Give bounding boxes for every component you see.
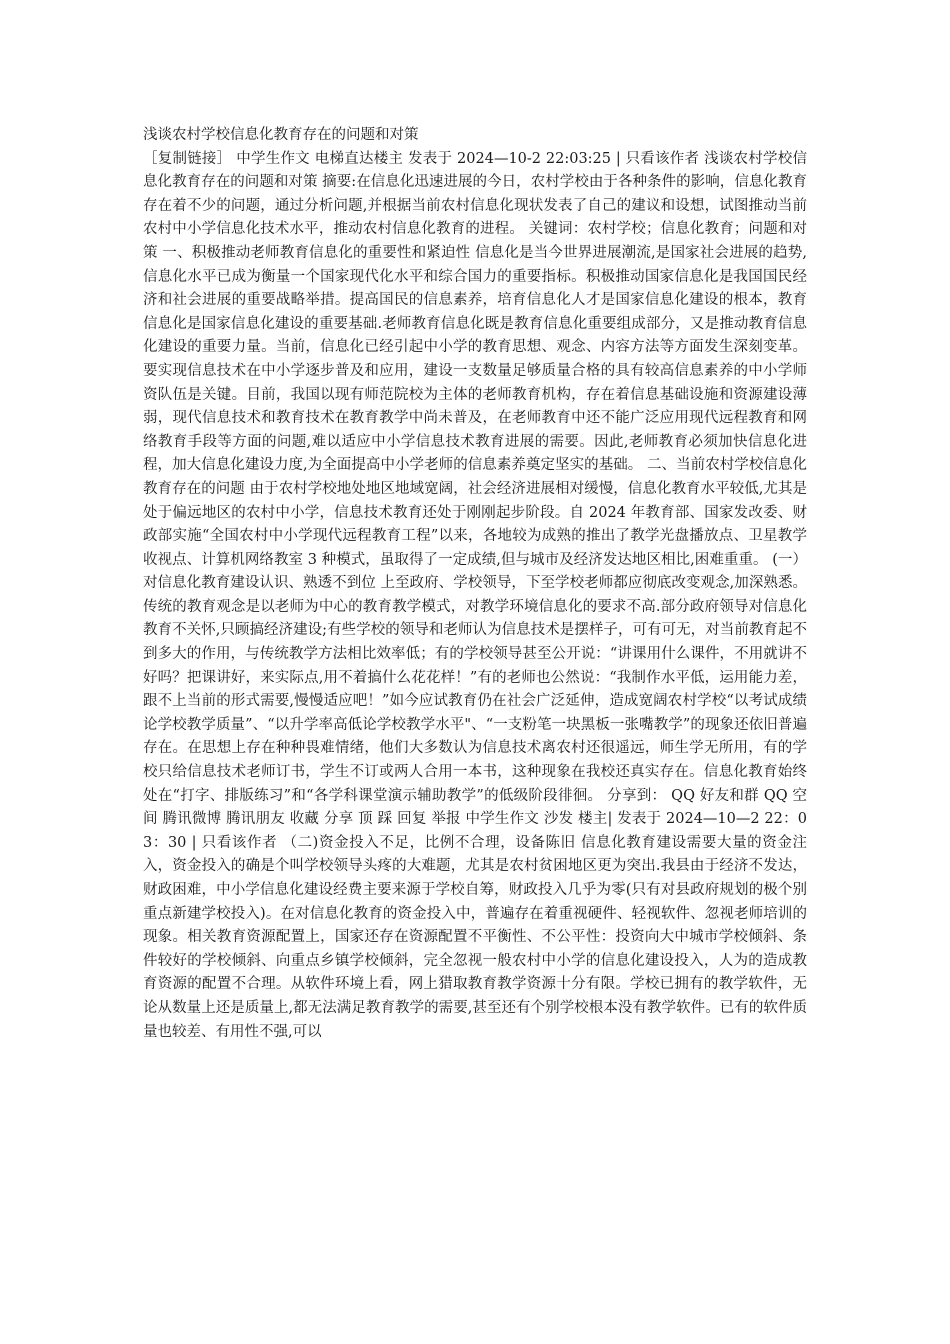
document-title: 浅谈农村学校信息化教育存在的问题和对策 bbox=[143, 127, 419, 143]
document-content bbox=[143, 124, 807, 1044]
document-body: ［复制链接］ 中学生作文 电梯直达楼主 发表于 2024—10-2 22:03:25 | 只看该作者 浅谈农村学校信息化教育存在的问题和对策 摘要:在信息化迅速进展的今日，农村学校由于各种条件的影响，信息化教育存在着不少的问题，通过分析问题,并根据当前农村信息化现状发表了自己的建议和设想，试图推动当前农村中小学信息化技术水平，推动农村信息化教育的进程。 关键词：农村学校；信息化教育；问题和对策 一、积极推动老师教育信息化的重要性和紧迫性 信息化是当今世界进展潮流,是国家社会进展的趋势,信息化水平已成为衡量一个国家现代化水平和综合国力的重要指标。积极推动国家信息化是我国国民经济和社会进展的重要战略举措。提高国民的信息素养，培育信息化人才是国家信息化建设的根本，教育信息化是国家信息化建设的重要基础.老师教育信息化既是教育信息化重要组成部分，又是推动教育信息化建设的重要力量。当前，信息化已经引起中小学的教育思想、观念、内容方法等方面发生深刻变革。要实现信息技术在中小学逐步普及和应用，建设一支数量足够质量合格的具有较高信息素养的中小学师资队伍是关键。目前，我国以现有师范院校为主体的老师教育机构，存在着信息基础设施和资源建设薄弱，现代信息技术和教育技术在教育教学中尚未普及，在老师教育中还不能广泛应用现代远程教育和网络教育手段等方面的问题,难以适应中小学信息技术教育进展的需要。因此,老师教育必须加快信息化进程，加大信息化建设力度,为全面提高中小学老师的信息素养奠定坚实的基础。 二、当前农村学校信息化教育存在的问题 由于农村学校地处地区地域宽阔，社会经济进展相对缓慢，信息化教育水平较低,尤其是处于偏远地区的农村中小学，信息技术教育还处于刚刚起步阶段。自 2024 年教育部、国家发改委、财政部实施“全国农村中小学现代远程教育工程”以来，各地较为成熟的推出了教学光盘播放点、卫星教学收视点、计算机网络教室 3 种模式，虽取得了一定成绩,但与城市及经济发达地区相比,困难重重。 (一）对信息化教育建设认识、熟透不到位 上至政府、学校领导，下至学校老师都应彻底改变观念,加深熟悉。传统的教育观念是以老师为中心的教育教学模式，对教学环境信息化的要求不高.部分政府领导对信息化教育不关怀,只顾搞经济建设;有些学校的领导和老师认为信息技术是摆样子，可有可无，对当前教育起不到多大的作用，与传统教学方法相比效率低；有的学校领导甚至公开说：“讲课用什么课件，不用就讲不好吗？把课讲好，来实际点,用不着搞什么花花样！”有的老师也公然说：“我制作水平低，运用能力差，跟不上当前的形式需要,慢慢适应吧！”如今应试教育仍在社会广泛延伸，造成宽阔农村学校“以考试成绩论学校教学质量”、“以升学率高低论学校教学水平"、“一支粉笔一块黑板一张嘴教学”的现象还依旧普遍存在。在思想上存在种种畏难情绪，他们大多数认为信息技术离农村还很遥远，师生学无所用，有的学校只给信息技术老师订书，学生不订或两人合用一本书，这种现象在我校还真实存在。信息化教育始终处在“打字、排版练习”和“各学科课堂演示辅助教学”的低级阶段徘徊。 分享到： QQ 好友和群 QQ 空间 腾讯微博 腾讯朋友 收藏 分享 顶 踩 回复 举报 中学生作文 沙发 楼主| 发表于 2024—10—2 22：03：30 | 只看该作者 （二)资金投入不足，比例不合理，设备陈旧 信息化教育建设需要大量的资金注入，资金投入的确是个叫学校领导头疼的大难题，尤其是农村贫困地区更为突出.我县由于经济不发达，财政困难，中小学信息化建设经费主要来源于学校自筹，财政投入几乎为零(只有对县政府规划的极个别重点新建学校投入)。在对信息化教育的资金投入中，普遍存在着重视硬件、轻视软件、忽视老师培训的现象。相关教育资源配置上，国家还存在资源配置不平衡性、不公平性：投资向大中城市学校倾斜、条件较好的学校倾斜、向重点乡镇学校倾斜，完全忽视一般农村中小学的信息化建设投入，人为的造成教育资源的配置不合理。从软件环境上看，网上猎取教育教学资源十分有限。学校已拥有的教学软件，无论从数量上还是质量上,都无法满足教育教学的需要,甚至还有个别学校根本没有教学软件。已有的软件质量也较差、有用性不强,可以 bbox=[143, 150, 807, 1040]
